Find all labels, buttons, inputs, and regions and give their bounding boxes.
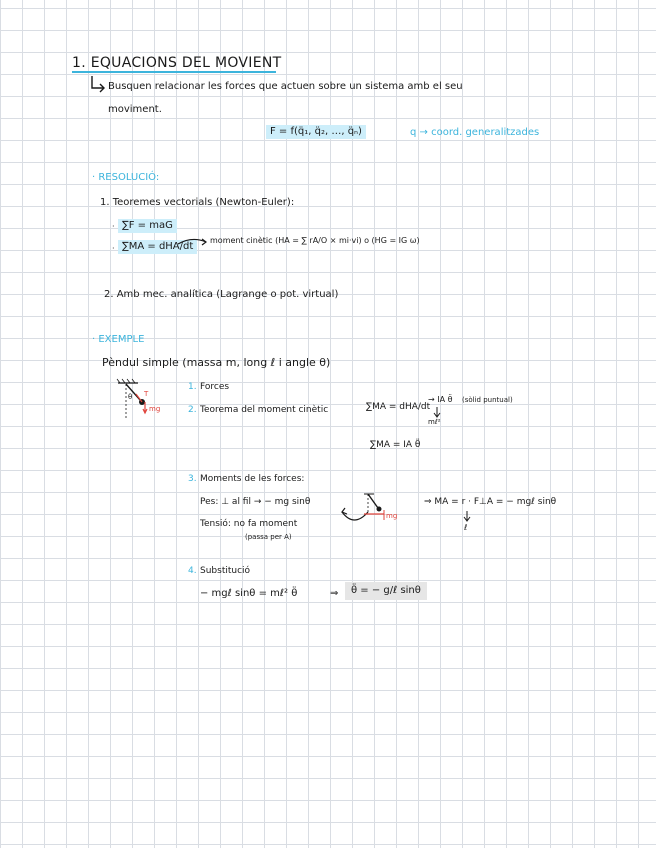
moment-weight-label: mg <box>386 512 398 520</box>
bullet: · <box>112 222 115 231</box>
step-4-number: 4. <box>188 566 197 576</box>
step-1-number: 1. <box>188 382 197 392</box>
angle-label: θ <box>128 393 133 401</box>
step-4-label: Substitució <box>200 566 251 576</box>
step-3-label: Moments de les forces: <box>200 474 305 484</box>
item2-main: analítica <box>170 289 214 300</box>
resolucio-heading: · RESOLUCIÓ: <box>92 172 160 183</box>
step-4-equation: − mgℓ sinθ = mℓ² θ̈ <box>200 588 298 599</box>
resolucio-item-1: 1. Teoremes vectorials (Newton-Euler): <box>100 197 295 208</box>
pes-line: Pes: ⊥ al fil → − mg sinθ <box>200 497 311 507</box>
formula-note: q → coord. generalitzades <box>410 127 540 138</box>
step-3-number: 3. <box>188 474 197 484</box>
weight-label: mg <box>149 405 161 413</box>
euler-equation: ∑MA = dHA/dt <box>118 240 197 254</box>
step-2-number: 2. <box>188 405 197 415</box>
passa-note: (passa per A) <box>245 533 292 541</box>
ma-equation: ⇒ MA = r · F⊥A = − mgℓ sinθ <box>424 497 557 507</box>
step-2-ml2: mℓ² <box>428 418 441 426</box>
step-2-ia: → IA θ̈ <box>428 395 453 404</box>
tension-label: T <box>144 390 149 398</box>
final-result: θ̈ = − g/ℓ sinθ <box>345 582 427 600</box>
page-title: 1. EQUACIONS DEL MOVIENT <box>72 55 282 71</box>
intro-line-2: moviment. <box>108 104 162 115</box>
newton-equation: ∑F = maG <box>118 219 177 233</box>
exemple-heading: · EXEMPLE <box>92 334 145 345</box>
intro-line-1: Busquen relacionar les forces que actuen sobre un sistema amb el seu <box>108 81 463 92</box>
item2-prefix: 2. Amb mec. <box>104 289 171 300</box>
tensio-line: Tensió: no fa moment <box>200 519 298 529</box>
step-2-label: Teorema del moment cinètic <box>200 405 329 415</box>
step-4-arrow: ⇒ <box>330 588 339 599</box>
main-formula: F = f(q̈₁, q̈₂, …, q̈ₙ) <box>266 125 366 139</box>
step-2-result: ∑MA = IA θ̈ <box>370 440 421 450</box>
step-1-label: Forces <box>200 382 230 392</box>
item2-suffix: (Lagrange o pot. virtual) <box>213 289 339 300</box>
step-2-solid-note: (sòlid puntual) <box>462 396 513 404</box>
ma-subscript: ℓ <box>464 523 468 532</box>
step-2-equation: ∑MA = dHA/dt <box>366 402 431 412</box>
bullet: · <box>112 244 115 253</box>
exemple-title: Pèndul simple (massa m, long ℓ i angle θ) <box>102 356 331 369</box>
euler-note: moment cinètic (HA = ∑ rA/O × mi·vi) o (HG = IG ω) <box>210 236 420 245</box>
